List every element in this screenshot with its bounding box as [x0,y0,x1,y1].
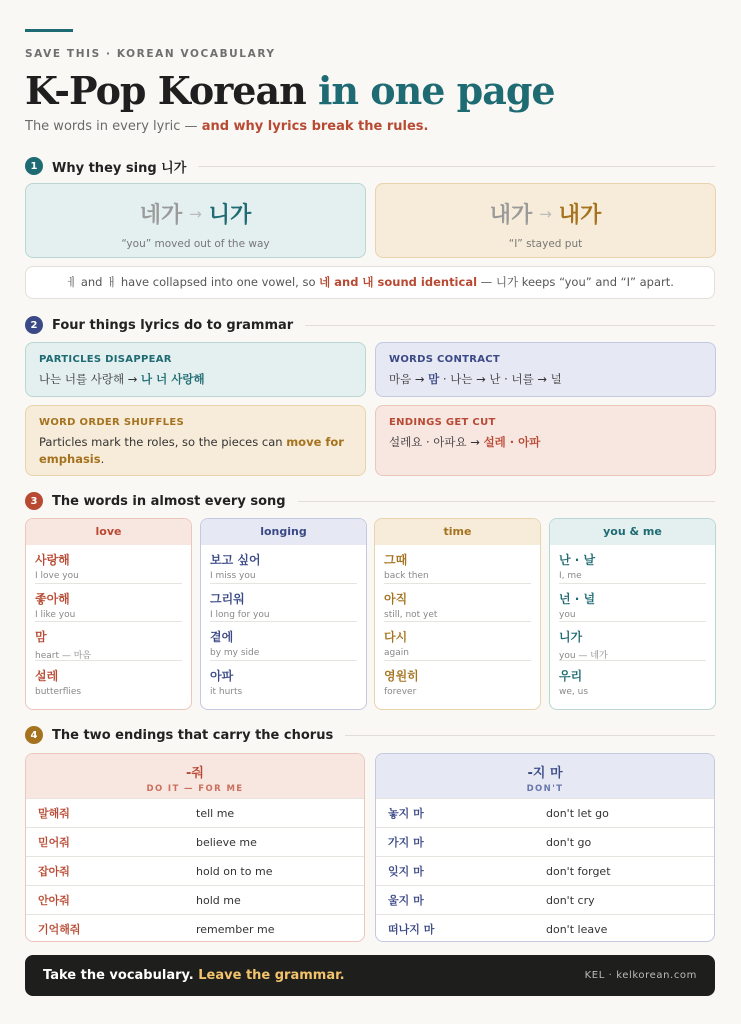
vocab-word: 좋아해 [35,591,70,606]
list-item [559,622,706,661]
vocab-category: time [375,519,540,545]
rule-title: WORDS CONTRACT [389,354,501,365]
ending-label: -지 마 [527,766,563,781]
vocab-word: 보고 싶어 [210,553,261,567]
rule-emphasis: 나 너 사랑해 [141,372,205,386]
phrase-english: remember me [196,922,275,936]
rule-text: . [100,452,105,466]
section-title: Four things lyrics do to grammar [52,317,294,333]
phrase-korean: 잡아줘 [38,865,70,878]
rule-card-order [25,405,366,476]
note-post: — 니가 keeps “you” and “I” apart. [477,275,674,289]
phrase-english: don't forget [546,864,611,878]
table-row [26,827,364,856]
rule-text: · 나는 → 난 · 너를 → 널 [439,372,562,386]
vocab-word: 니가 [559,630,583,644]
phrase-korean: 울지 마 [388,894,424,907]
section-number: 3 [25,492,43,510]
phrase-english: don't cry [546,893,595,907]
you-shift-card [25,183,366,258]
list-item [35,622,182,661]
rule-text: 마음 → [389,372,429,386]
phrase-korean: 기억해줘 [38,923,81,936]
list-item [559,545,706,584]
list-item [35,545,182,584]
card-note: “I” stayed put [508,238,583,250]
vocab-meaning: I miss you [210,571,256,581]
subtitle-highlight: and why lyrics break the rules. [201,119,429,134]
phrase-korean: 가지 마 [388,836,424,849]
list-item [384,584,531,623]
ending-table-jima [375,753,715,942]
tagline-highlight: Leave the grammar. [198,968,345,983]
subtitle-plain: The words in every lyric — [25,119,202,134]
page-subtitle [25,119,428,134]
eyebrow: SAVE THIS · KOREAN VOCABULARY [25,48,276,60]
list-item [384,661,531,700]
table-row [376,885,714,914]
vocab-meaning: again [384,648,409,658]
footer-banner [25,955,715,996]
vocab-word: 우리 [559,668,583,683]
to-word: 니가 [208,203,252,228]
phrase-korean: 믿어줘 [38,836,70,849]
list-item [210,622,357,661]
word-pair [376,198,715,229]
page-title [25,68,555,113]
table-row [376,827,714,856]
list-item [559,584,706,623]
list-item [210,584,357,623]
phrase-english: believe me [196,835,257,849]
vocab-card-longing [200,518,367,710]
rule-title: PARTICLES DISAPPEAR [39,354,172,365]
from-word: 내가 [489,203,533,228]
list-item [559,661,706,700]
divider [298,501,715,502]
rule-title: WORD ORDER SHUFFLES [39,417,184,428]
word-pair [26,198,365,229]
vocab-word: 아파 [210,668,234,683]
vocab-list [201,545,366,699]
table-row [26,798,364,827]
vocab-word: 아직 [384,591,408,606]
note-highlight: 네 and 내 sound identical [319,275,478,289]
rule-body [389,371,702,388]
table-row [376,914,714,942]
phrase-korean: 안아줘 [38,894,70,907]
note-pre: ㅔ and ㅐ have collapsed into one vowel, so [66,275,320,289]
rule-text: Particles mark the roles, so the pieces can [39,435,287,449]
vocab-meaning: we, us [559,686,589,697]
ending-header [376,754,714,798]
section-title: The words in almost every song [52,493,286,509]
list-item [35,584,182,623]
rule-text: 설레요 · 아파요 → [389,435,484,449]
arrow-icon: → [189,205,202,223]
vowel-note [25,266,715,299]
vocab-card-love [25,518,192,710]
phrase-english: don't let go [546,806,609,820]
vocab-meaning: I love you [35,571,79,581]
vocab-list [26,545,191,699]
phrase-english: don't go [546,835,592,849]
vocab-meaning: I long for you [210,609,270,620]
vocab-word: 그때 [384,553,408,567]
vocab-meaning: heart — 마음 [35,651,92,661]
vocab-list [550,545,715,699]
rule-emphasis: 맘 [428,372,440,386]
section-number: 2 [25,316,43,334]
vocab-meaning: forever [384,686,417,697]
table-row [26,914,364,942]
rule-card-contract [375,342,716,397]
vocab-word: 곁에 [210,630,234,644]
vocab-meaning: you [559,609,576,620]
table-row [26,856,364,885]
vocab-word: 맘 [35,630,47,644]
rule-card-particles [25,342,366,397]
vocab-category: you & me [550,519,715,545]
ending-meaning: DO IT — FOR ME [146,784,244,794]
divider [345,735,715,736]
ending-meaning: DON'T [526,784,564,794]
from-word: 네가 [139,203,183,228]
vocab-word: 그리워 [210,591,245,606]
section-title: Why they sing 니가 [52,160,187,176]
section-number: 1 [25,157,43,175]
title-main: K-Pop Korean [25,68,318,113]
vocab-meaning: by my side [210,648,260,658]
divider [198,166,715,167]
section-3-header [25,491,715,511]
rule-body [389,434,702,451]
table-row [26,885,364,914]
ending-label: -줘 [186,766,204,781]
vocab-meaning: you — 네가 [559,651,608,661]
vocab-meaning: I like you [35,609,76,620]
vocab-word: 영원히 [384,668,419,683]
vocab-meaning: back then [384,571,429,581]
footer-brand[interactable]: KEL · kelkorean.com [584,970,697,981]
vocab-word: 넌 · 널 [559,591,596,606]
vocab-meaning: I, me [559,571,582,581]
i-stays-card [375,183,716,258]
list-item [210,545,357,584]
rule-body [39,371,352,388]
rule-emphasis: move for emphasis [39,435,344,466]
tagline-plain: Take the vocabulary. [43,968,199,983]
phrase-korean: 잊지 마 [388,865,424,878]
rule-card-endings [375,405,716,476]
section-4-header [25,725,715,745]
section-number: 4 [25,726,43,744]
phrase-korean: 놓지 마 [388,807,424,820]
rule-text: 나는 너를 사랑해 → [39,372,142,386]
divider [305,325,715,326]
vocab-word: 다시 [384,630,408,644]
to-word: 내가 [558,203,602,228]
section-2-header [25,315,715,335]
vocab-category: longing [201,519,366,545]
section-title: The two endings that carry the chorus [52,727,334,743]
list-item [210,661,357,700]
vocab-word: 난 · 날 [559,553,596,567]
rule-body [39,434,352,468]
title-accent: in one page [317,68,555,113]
list-item [384,622,531,661]
vocab-card-time [374,518,541,710]
phrase-english: hold me [196,893,241,907]
phrase-english: hold on to me [196,864,273,878]
vocab-category: love [26,519,191,545]
vocab-meaning: it hurts [210,686,243,697]
table-row [376,798,714,827]
ending-table-jwo [25,753,365,942]
section-1-header [25,156,715,176]
list-item [384,545,531,584]
vocab-word: 사랑해 [35,553,70,567]
list-item [35,661,182,700]
accent-bar [25,29,73,32]
table-row [376,856,714,885]
phrase-korean: 떠나지 마 [388,923,435,936]
phrase-english: tell me [196,806,235,820]
vocab-card-you-me [549,518,716,710]
phrase-english: don't leave [546,922,608,936]
arrow-icon: → [539,205,552,223]
footer-tagline [43,968,345,983]
rule-title: ENDINGS GET CUT [389,417,496,428]
phrase-korean: 말해줘 [38,807,70,820]
vocab-list [375,545,540,699]
vocab-word: 설레 [35,668,59,683]
vocab-meaning: butterflies [35,686,82,697]
card-note: “you” moved out of the way [121,238,270,250]
rule-emphasis: 설레 · 아파 [483,435,541,449]
ending-header [26,754,364,798]
vocab-meaning: still, not yet [384,609,438,620]
